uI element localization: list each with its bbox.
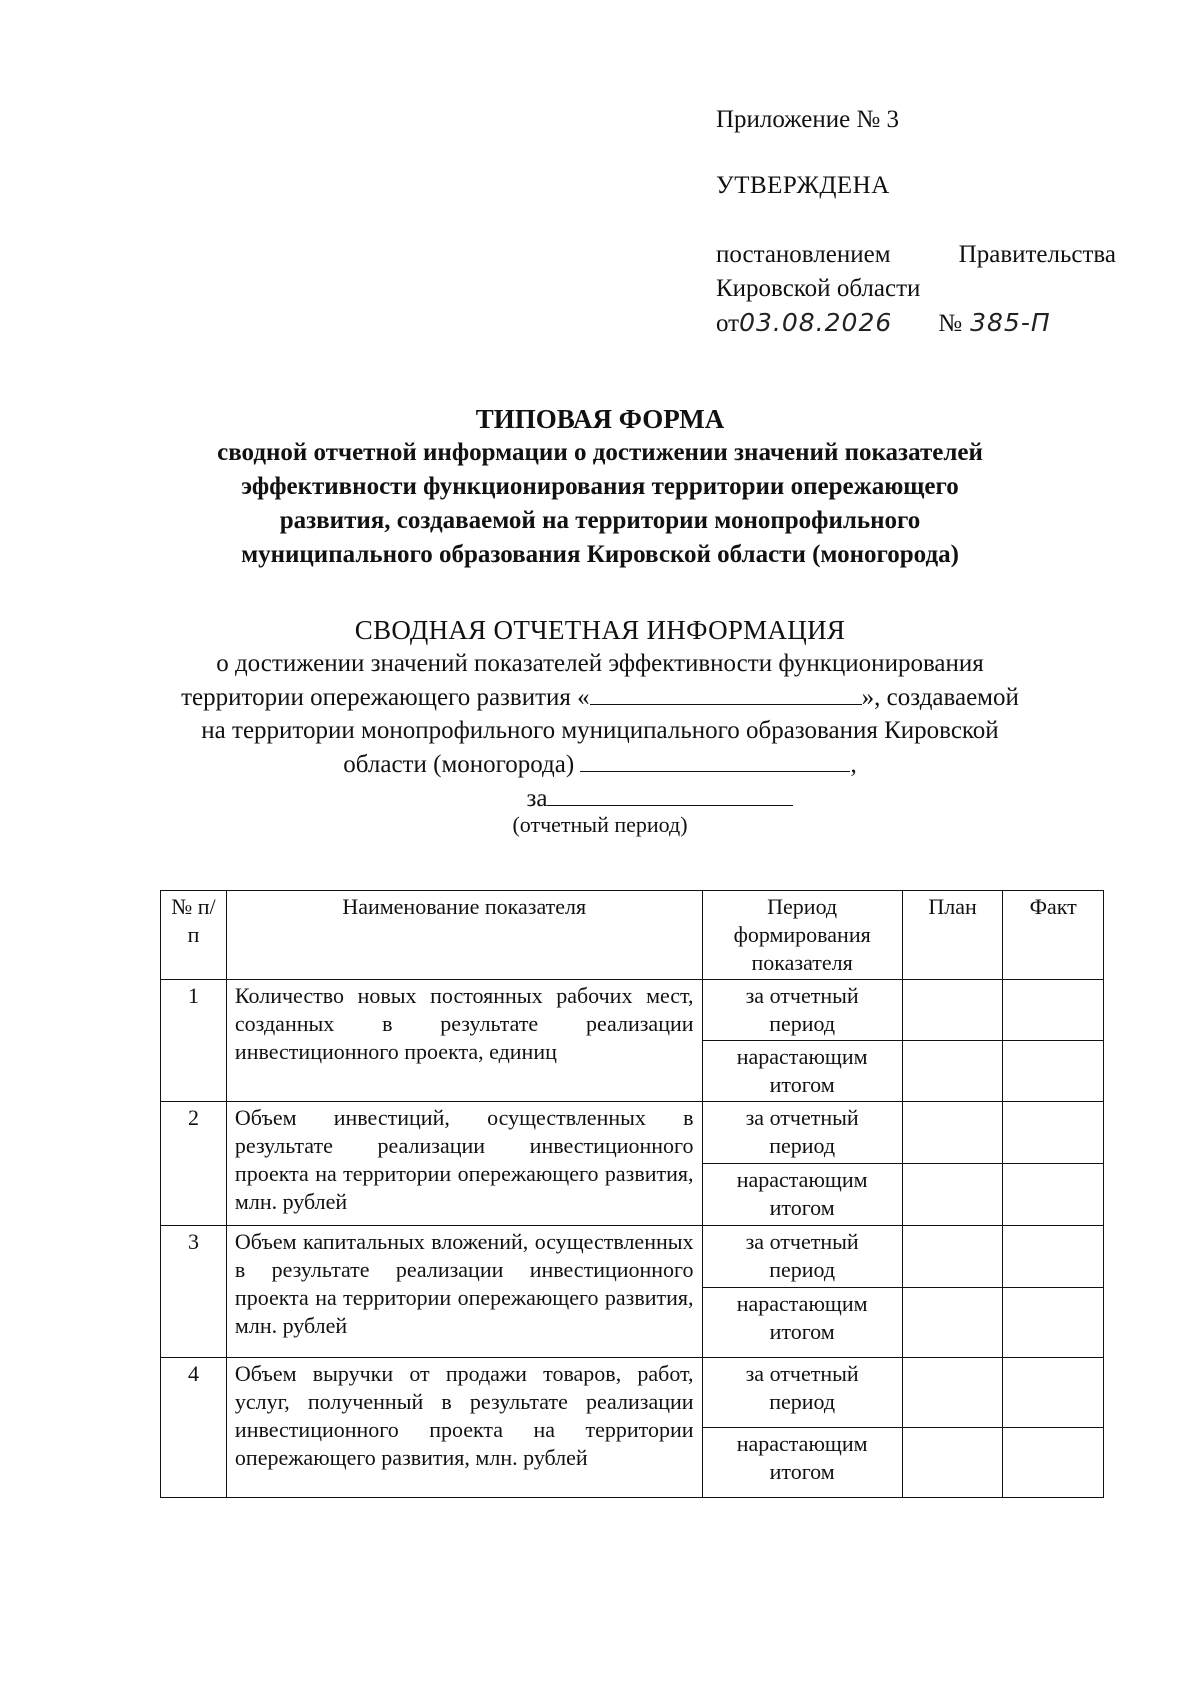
region-line: Кировской области [716,275,921,302]
report-period-prefix: за [526,785,548,812]
report-line-3-start: территории опережающего развития « [181,684,590,711]
plan-cell[interactable] [902,1041,1003,1102]
period-reporting: за отчетный период [702,980,902,1041]
report-line-5-end: , [850,751,857,778]
row-indicator-name: Количество новых постоянных рабочих мест, созданных в результате реализации инвестиционного проекта, единиц [226,980,702,1102]
table-row [161,1358,1104,1428]
plan-cell[interactable] [902,1164,1003,1226]
form-title [150,402,1050,572]
title-line-2: сводной отчетной информации о достижении значений показателей [217,439,983,466]
fact-cell[interactable] [1003,1428,1104,1498]
header-period: Период формирования показателя [702,891,902,980]
period-cumulative: нарастающим итогом [702,1288,902,1358]
table-row [161,1102,1104,1164]
report-line-6 [270,781,1050,815]
report-title: СВОДНАЯ ОТЧЕТНАЯ ИНФОРМАЦИЯ [354,615,846,645]
row-num: 4 [161,1358,227,1498]
report-line-5-start: области (моногорода) [343,751,575,778]
territory-name-blank[interactable] [590,680,862,705]
header-plan: План [902,891,1003,980]
government-word: Правительства [958,241,1116,268]
handwritten-date: 03.08.2026 [739,308,893,337]
period-reporting: за отчетный период [702,1226,902,1288]
title-line-5: муниципального образования Кировской области (моногорода) [241,541,959,568]
title-line-3: эффективности функционирования территории опережающего [241,473,959,500]
plan-cell[interactable] [902,1102,1003,1164]
header-name: Наименование показателя [226,891,702,980]
title-line-4: развития, создаваемой на территории монопрофильного [279,507,921,534]
row-num: 3 [161,1226,227,1358]
date-line [716,306,1116,341]
row-indicator-name: Объем выручки от продажи товаров, работ, услуг, полученный в результате реализации инвестиционного проекта на территории опережающего развития, млн. рублей [226,1358,702,1498]
decree-word: постановлением [716,241,891,268]
report-line-4: на территории монопрофильного муниципального образования Кировской [201,717,999,744]
date-prefix: от [716,310,740,337]
period-cumulative: нарастающим итогом [702,1428,902,1498]
header-fact: Факт [1003,891,1104,980]
approved-label: УТВЕРЖДЕНА [716,172,890,199]
decree-line [716,238,1116,272]
period-reporting: за отчетный период [702,1102,902,1164]
report-heading [150,614,1050,815]
plan-cell[interactable] [902,1288,1003,1358]
table-row [161,1226,1104,1288]
plan-cell[interactable] [902,1226,1003,1288]
fact-cell[interactable] [1003,1358,1104,1428]
plan-cell[interactable] [902,1358,1003,1428]
table-header-row [161,891,1104,980]
row-indicator-name: Объем инвестиций, осуществленных в результате реализации инвестиционного проекта на территории опережающего развития, млн. рублей [226,1102,702,1226]
report-line-2: о достижении значений показателей эффективности функционирования [216,650,984,677]
row-num: 2 [161,1102,227,1226]
fact-cell[interactable] [1003,1226,1104,1288]
period-note: (отчетный период) [512,812,688,837]
period-reporting: за отчетный период [702,1358,902,1428]
report-period-blank[interactable] [547,781,793,806]
plan-cell[interactable] [902,980,1003,1041]
plan-cell[interactable] [902,1428,1003,1498]
city-name-blank[interactable] [580,747,850,772]
report-line-5 [150,747,1050,781]
title-line-1: ТИПОВАЯ ФОРМА [475,404,725,434]
fact-cell[interactable] [1003,980,1104,1041]
report-line-3 [150,680,1050,714]
number-prefix: № [938,310,963,337]
fact-cell[interactable] [1003,1288,1104,1358]
indicators-table [160,890,1104,1498]
row-indicator-name: Объем капитальных вложений, осуществленных в результате реализации инвестиционного проекта на территории опережающего развития, млн. рублей [226,1226,702,1358]
handwritten-number: 385-П [970,308,1051,337]
decree-block [716,238,1116,341]
fact-cell[interactable] [1003,1041,1104,1102]
header-num: № п/п [161,891,227,980]
period-cumulative: нарастающим итогом [702,1164,902,1226]
report-line-3-end: », создаваемой [861,684,1019,711]
fact-cell[interactable] [1003,1102,1104,1164]
appendix-label: Приложение № 3 [716,106,900,133]
row-num: 1 [161,980,227,1102]
fact-cell[interactable] [1003,1164,1104,1226]
period-cumulative: нарастающим итогом [702,1041,902,1102]
table-row [161,980,1104,1041]
